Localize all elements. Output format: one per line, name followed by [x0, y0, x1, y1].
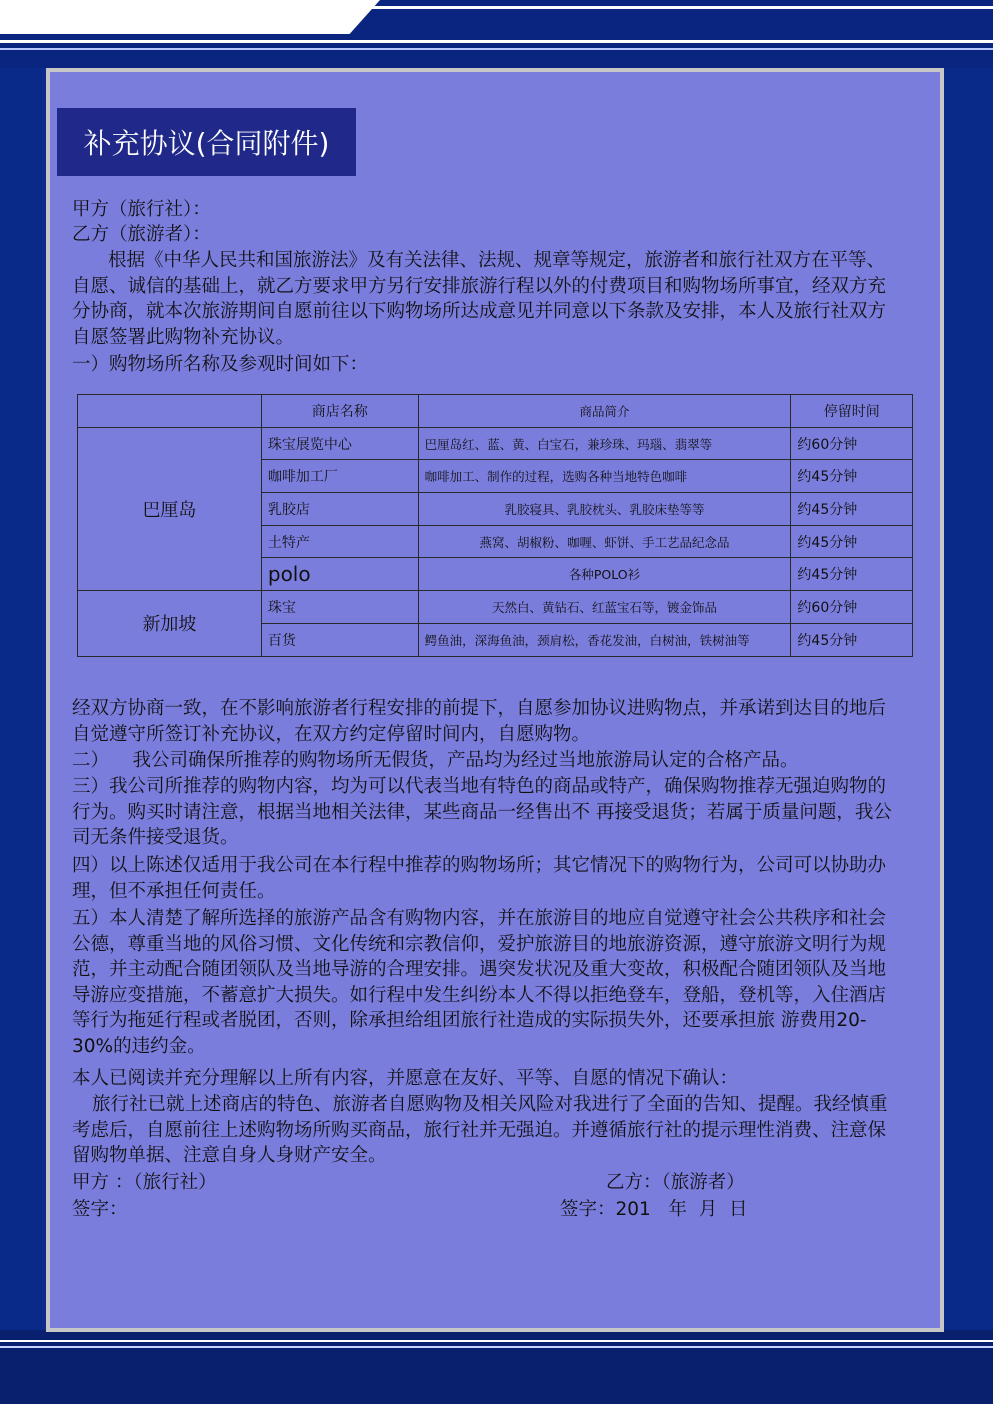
signature-field-b: 签字：201 年 月 日	[560, 1199, 748, 1220]
shop-desc-cell: 燕窝、胡椒粉、咖喱、虾饼、手工艺品纪念品	[418, 525, 791, 558]
agency-notice-paragraph: 旅行社已就上述商店的特色、旅游者自愿购物及相关风险对我进行了全面的告知、提醒。我经慎重考虑后，自愿前往上述购物场所购买商品，旅行社并无强迫。并遵循旅行社的提示理性消费、注意保留购物单据、注意自身人身财产安全。	[72, 1094, 888, 1166]
confirm-line: 本人已阅读并充分理解以上所有内容，并愿意在友好、平等、自愿的情况下确认：	[72, 1068, 739, 1089]
section-3-paragraph: 三）我公司所推荐的购物内容，均为可以代表当地有特色的商品或特产，确保购物推荐无强迫购物的行为。购买时请注意，根据当地相关法律，某些商品一经售出不 再接受退货；若属于质量问题，我公司无条件接受退货。	[72, 776, 892, 848]
table-row	[78, 591, 913, 624]
table-header-cell	[78, 395, 262, 428]
header-line	[0, 6, 993, 9]
signature-party-a: 甲方 ：（旅行社）	[72, 1172, 217, 1193]
party-a-line: 甲方（旅行社）：	[72, 199, 211, 220]
signature-party-b: 乙方：（旅游者）	[606, 1172, 745, 1193]
shop-name-cell: 珠宝	[261, 591, 418, 624]
table-header-cell: 商店名称	[261, 395, 418, 428]
region-cell: 新加坡	[78, 591, 262, 656]
footer-line	[0, 1340, 993, 1342]
shop-name-cell: polo	[261, 558, 418, 591]
section-2-paragraph: 二） 我公司确保所推荐的购物场所无假货，产品均为经过当地旅游局认定的合格产品。	[72, 750, 799, 771]
signature-field-a: 签字：	[72, 1199, 128, 1220]
shop-name-cell: 乳胶店	[261, 493, 418, 526]
shop-name-cell: 土特产	[261, 525, 418, 558]
shop-desc-cell: 咖啡加工、制作的过程，选购各种当地特色咖啡	[418, 460, 791, 493]
table-row	[78, 427, 913, 460]
shop-desc-cell: 各种POLO衫	[418, 558, 791, 591]
table-header-cell: 停留时间	[791, 395, 913, 428]
page-title	[57, 108, 356, 176]
intro-paragraph: 根据《中华人民共和国旅游法》及有关法律、法规、规章等规定，旅游者和旅行社双方在平等、自愿、诚信的基础上，就乙方要求甲方另行安排旅游行程以外的付费项目和购物场所事宜，经双方充分协商，就本次旅游期间自愿前往以下购物场所达成意见并同意以下条款及安排，本人及旅行社双方自愿签署此购物补充协议。	[72, 250, 887, 348]
header-line	[0, 48, 993, 50]
shop-desc-cell: 天然白、黄钻石、红蓝宝石等，镀金饰品	[418, 591, 791, 624]
shop-name-cell: 百货	[261, 623, 418, 656]
shop-name-cell: 咖啡加工厂	[261, 460, 418, 493]
shop-time-cell: 约45分钟	[791, 493, 913, 526]
table-header-cell: 商品简介	[418, 395, 791, 428]
region-cell: 巴厘岛	[78, 427, 262, 590]
right-border	[943, 68, 993, 1330]
party-b-line: 乙方（旅游者）：	[72, 224, 211, 245]
header-line	[0, 40, 993, 43]
shopping-table	[77, 394, 913, 657]
shop-name-cell: 珠宝展览中心	[261, 427, 418, 460]
section-4-paragraph: 四）以上陈述仅适用于我公司在本行程中推荐的购物场所；其它情况下的购物行为，公司可以协助办理，但不承担任何责任。	[72, 855, 887, 902]
shop-time-cell: 约45分钟	[791, 525, 913, 558]
shop-time-cell: 约60分钟	[791, 591, 913, 624]
section-1-heading: 一）购物场所名称及参观时间如下：	[72, 354, 369, 375]
consensus-paragraph: 经双方协商一致，在不影响旅游者行程安排的前提下，自愿参加协议进购物点，并承诺到达目的地后自觉遵守所签订补充协议，在双方约定停留时间内，自愿购物。	[72, 698, 887, 745]
footer-line	[0, 1346, 993, 1348]
shop-time-cell: 约45分钟	[791, 460, 913, 493]
table-header-row	[78, 395, 913, 428]
shop-desc-cell: 鳄鱼油，深海鱼油，颈肩松，香花发油，白树油，铁树油等	[418, 623, 791, 656]
left-border	[0, 68, 42, 1330]
shop-time-cell: 约60分钟	[791, 427, 913, 460]
title-text: 补充协议(合同附件)	[83, 127, 330, 160]
shop-desc-cell: 乳胶寝具、乳胶枕头、乳胶床垫等等	[418, 493, 791, 526]
shop-time-cell: 约45分钟	[791, 558, 913, 591]
section-5-paragraph: 五）本人清楚了解所选择的旅游产品含有购物内容，并在旅游目的地应自觉遵守社会公共秩序和社会公德，尊重当地的风俗习惯、文化传统和宗教信仰，爱护旅游目的地旅游资源，遵守旅游文明行为规范，并主动配合随团领队及当地导游的合理安排。遇突发状况及重大变故，积极配合随团领队及当地导游应变措施，不蓄意扩大损失。如行程中发生纠纷本人不得以拒绝登车，登船，登机等，入住酒店等行为拖延行程或者脱团，否则，除承担给组团旅行社造成的实际损失外，还要承担旅 游费用20-30%的违约金。	[72, 908, 887, 1057]
shop-time-cell: 约45分钟	[791, 623, 913, 656]
shop-desc-cell: 巴厘岛红、蓝、黄、白宝石，兼珍珠、玛瑙、翡翠等	[418, 427, 791, 460]
